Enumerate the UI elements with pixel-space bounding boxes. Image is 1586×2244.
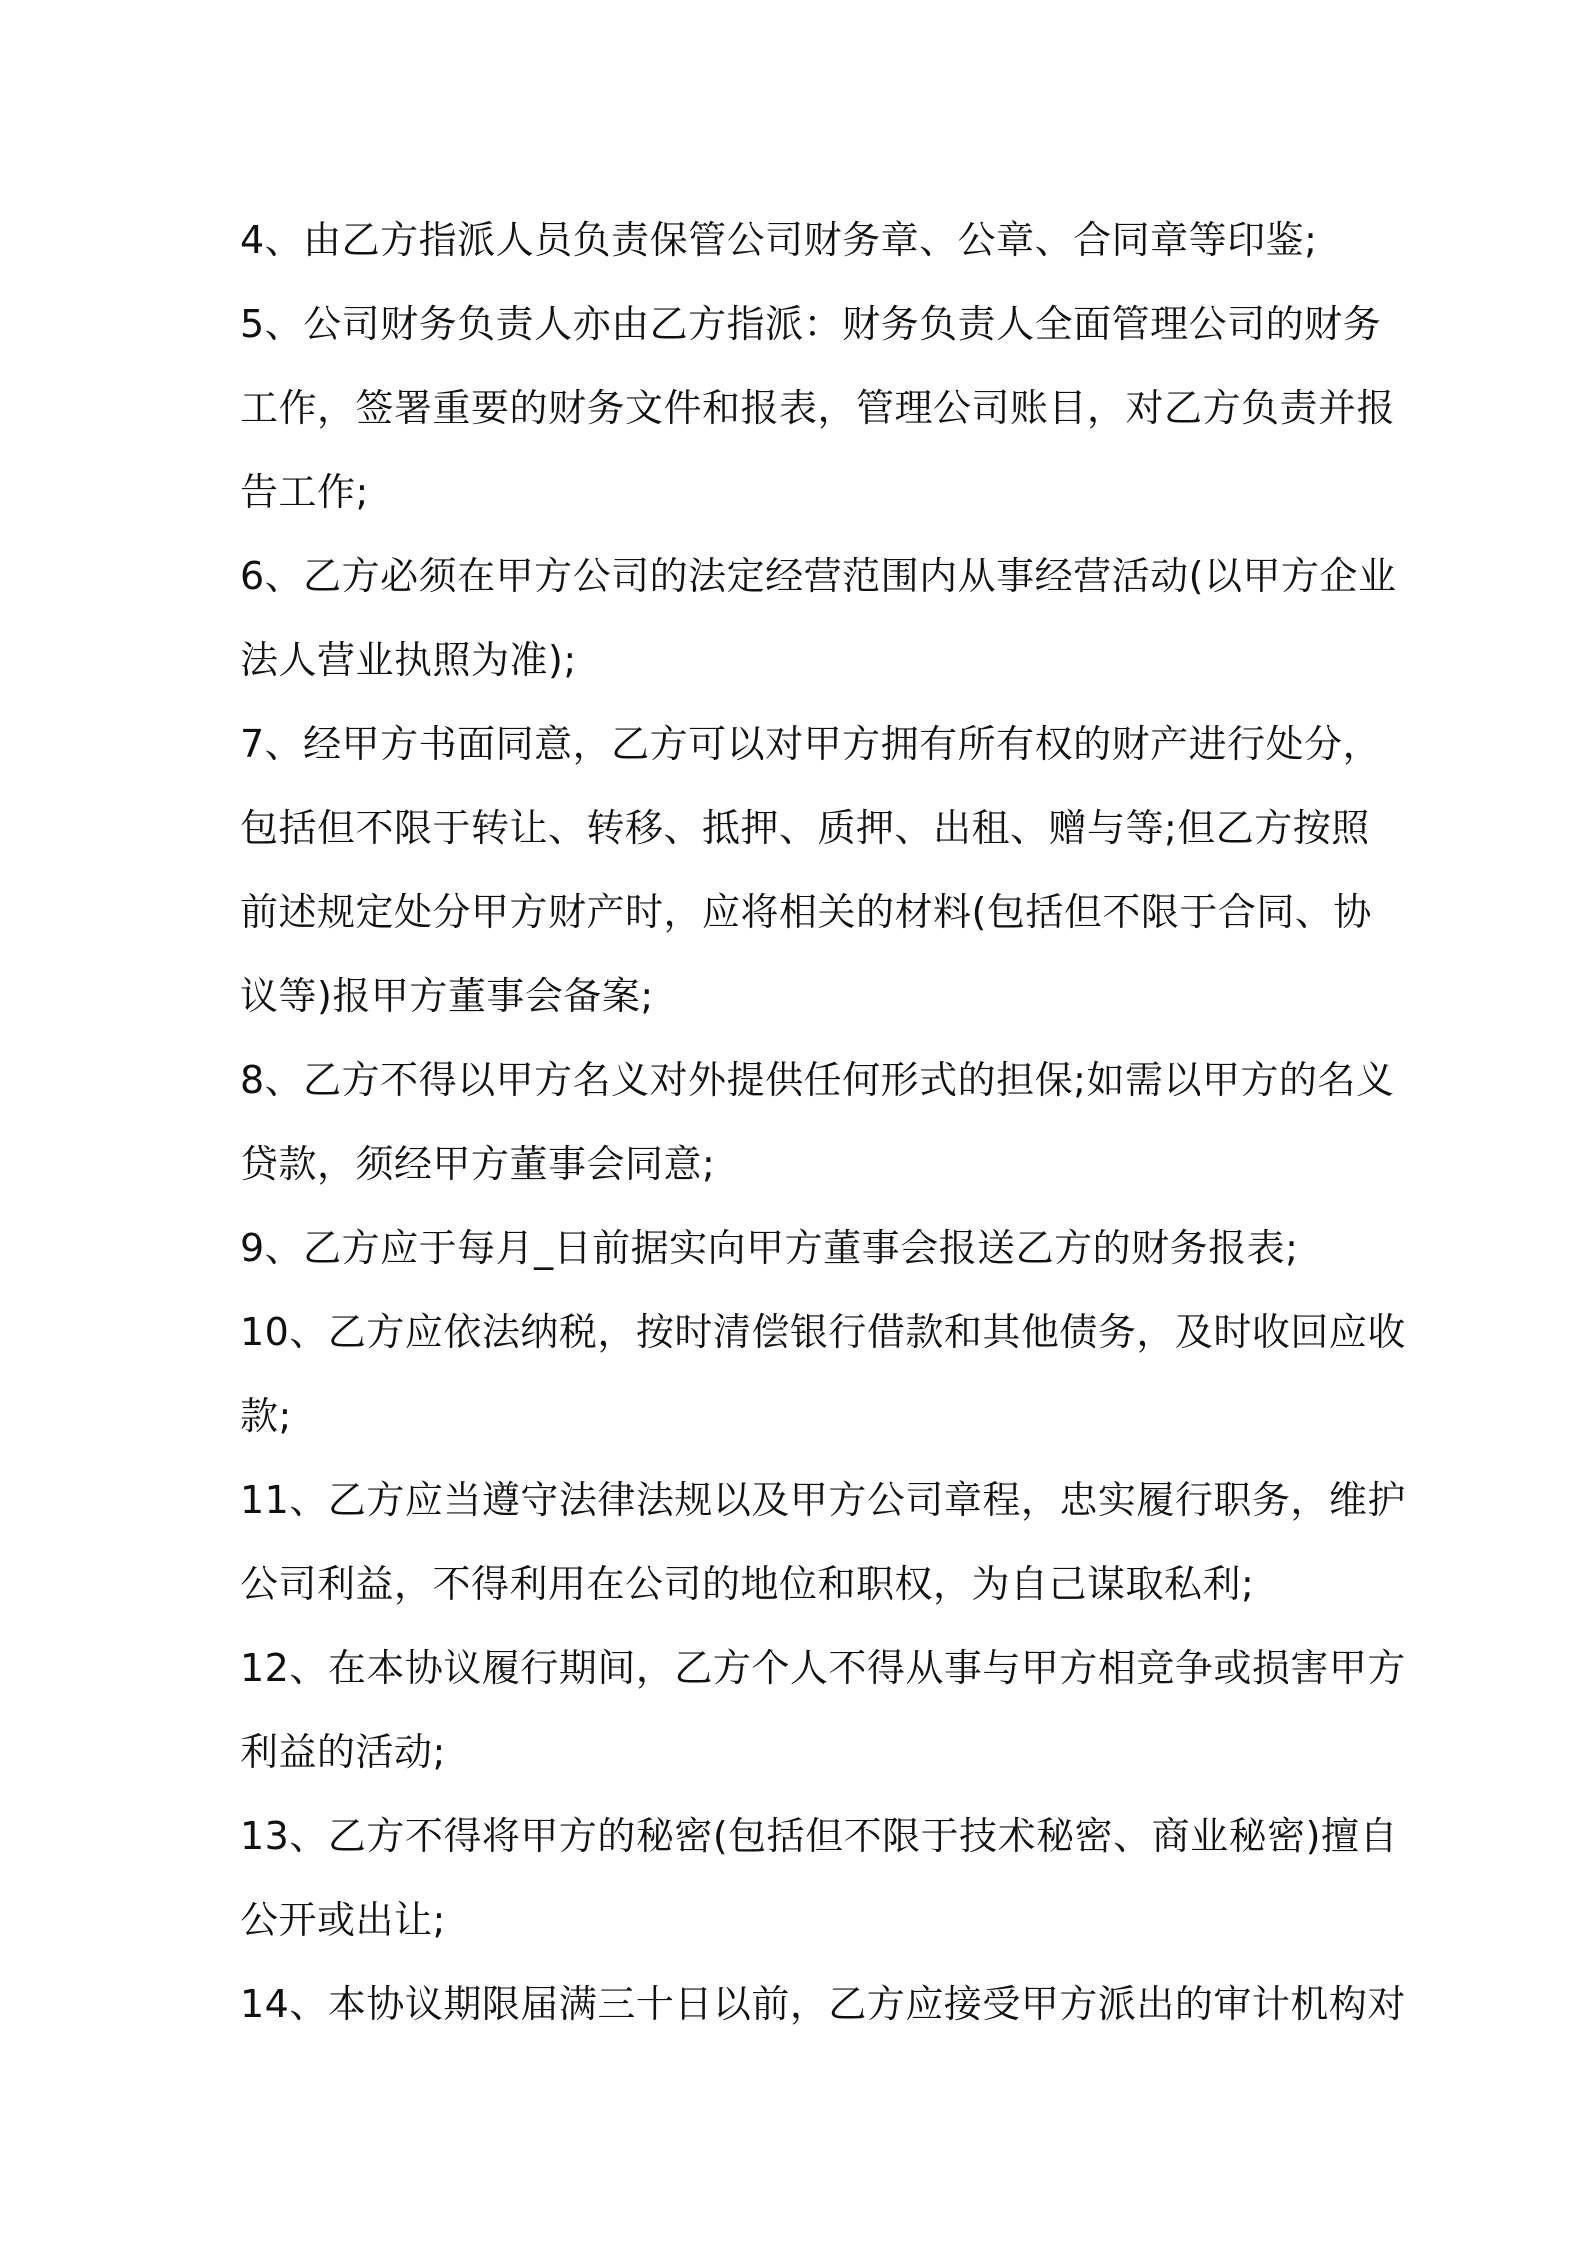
clause-14 — [240, 1962, 1406, 2046]
clause-line: 公司利益，不得利用在公司的地位和职权，为自己谋取私利; — [240, 1562, 1255, 1606]
clause-line: 12、在本协议履行期间，乙方个人不得从事与甲方相竞争或损害甲方 — [240, 1646, 1406, 1690]
clause-line: 议等)报甲方董事会备案; — [240, 974, 654, 1018]
clause-line: 9、乙方应于每月_日前据实向甲方董事会报送乙方的财务报表; — [240, 1226, 1299, 1270]
document-body — [240, 198, 1406, 2046]
clause-4 — [240, 198, 1360, 282]
clause-line: 利益的活动; — [240, 1730, 446, 1774]
clause-line: 贷款，须经甲方董事会同意; — [240, 1142, 716, 1186]
clause-line: 14、本协议期限届满三十日以前，乙方应接受甲方派出的审计机构对 — [240, 1982, 1406, 2026]
clause-11 — [240, 1458, 1406, 1626]
clause-9 — [240, 1206, 1360, 1290]
clause-12 — [240, 1626, 1406, 1794]
clause-line: 7、经甲方书面同意，乙方可以对甲方拥有所有权的财产进行处分， — [240, 722, 1382, 766]
clause-10 — [240, 1290, 1406, 1458]
clause-line: 10、乙方应依法纳税，按时清偿银行借款和其他债务，及时收回应收 — [240, 1310, 1406, 1354]
clause-7 — [240, 702, 1382, 1038]
clause-13 — [240, 1794, 1399, 1962]
clause-line: 公开或出让; — [240, 1898, 446, 1942]
clause-line: 5、公司财务负责人亦由乙方指派：财务负责人全面管理公司的财务 — [240, 302, 1382, 346]
clause-line: 包括但不限于转让、转移、抵押、质押、出租、赠与等;但乙方按照 — [240, 806, 1370, 850]
clause-line: 工作，签署重要的财务文件和报表，管理公司账目，对乙方负责并报 — [240, 386, 1396, 430]
clause-line: 告工作; — [240, 470, 369, 514]
clause-line: 13、乙方不得将甲方的秘密(包括但不限于技术秘密、商业秘密)擅自 — [240, 1814, 1399, 1858]
clause-line: 前述规定处分甲方财产时，应将相关的材料(包括但不限于合同、协 — [240, 890, 1372, 934]
clause-line: 法人营业执照为准); — [240, 638, 577, 682]
clause-8 — [240, 1038, 1395, 1206]
clause-line: 8、乙方不得以甲方名义对外提供任何形式的担保;如需以甲方的名义 — [240, 1058, 1395, 1102]
clause-line: 4、由乙方指派人员负责保管公司财务章、公章、合同章等印鉴; — [240, 218, 1318, 262]
clause-6 — [240, 534, 1397, 702]
clause-line: 11、乙方应当遵守法律法规以及甲方公司章程，忠实履行职务，维护 — [240, 1478, 1406, 1522]
clause-line: 款; — [240, 1394, 292, 1438]
clause-line: 6、乙方必须在甲方公司的法定经营范围内从事经营活动(以甲方企业 — [240, 554, 1397, 598]
clause-5 — [240, 282, 1396, 534]
